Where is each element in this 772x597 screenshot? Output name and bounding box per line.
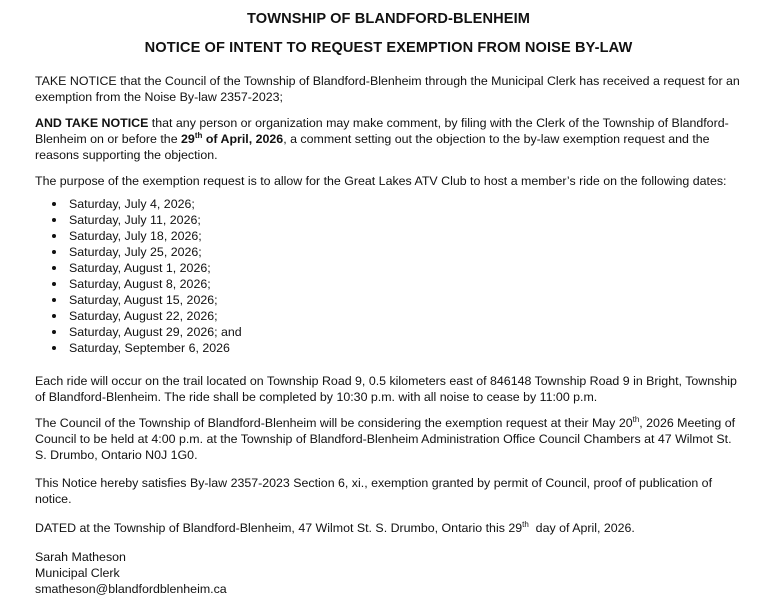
deadline-day: 29 (181, 132, 195, 146)
bullet-icon (52, 346, 56, 350)
signature-block (35, 549, 742, 597)
purpose-paragraph: The purpose of the exemption request is to allow for the Great Lakes ATV Club to host a member’s ride on the following dates: (35, 174, 727, 188)
ride-date-text: Saturday, August 1, 2026; (69, 261, 211, 275)
ride-date-item (35, 260, 742, 276)
clerk-email[interactable]: smatheson@blandfordblenheim.ca (35, 582, 227, 596)
ride-date-text: Saturday, August 29, 2026; and (69, 325, 242, 339)
ride-location-paragraph: Each ride will occur on the trail located on Township Road 9, 0.5 kilometers east of 846148 Township Road 9 in Bright, Township of Blandford-Blenheim. The ride shall be completed by 10:30 p.m. with all noise to cease by 11:00 p.m. (35, 374, 737, 404)
bylaw-satisfaction-paragraph: This Notice hereby satisfies By-law 2357-2023 Section 6, xi., exemption granted by permit of Council, proof of publication of notice. (35, 476, 713, 506)
bullet-icon (52, 266, 56, 270)
ride-date-item (35, 212, 742, 228)
bullet-icon (52, 314, 56, 318)
ride-date-text: Saturday, July 18, 2026; (69, 229, 202, 243)
notice-subtitle: NOTICE OF INTENT TO REQUEST EXEMPTION FROM NOISE BY-LAW (144, 40, 633, 56)
ride-date-text: Saturday, July 4, 2026; (69, 197, 195, 211)
council-text-2: , 2026 Meeting of Council to be held at 4:00 p.m. at the Township of Blandford-Blenheim Administration Office Council Chambers at 47 Wilmot St. S. Drumbo, Ontario N0J 1G0. (35, 416, 736, 462)
clerk-title: Municipal Clerk (35, 566, 120, 580)
ride-date-text: Saturday, September 6, 2026 (69, 341, 230, 355)
dated-text-2: day of April, 2026. (528, 521, 635, 535)
comment-paragraph (35, 115, 742, 163)
dated-day-suffix: th (522, 520, 529, 529)
council-meeting-paragraph (35, 415, 742, 463)
take-notice-paragraph: TAKE NOTICE that the Council of the Township of Blandford-Blenheim through the Municipal Clerk has received a request for an exemption from the Noise By-law 2357-2023; (35, 74, 740, 104)
bullet-icon (52, 218, 56, 222)
ride-date-text: Saturday, July 25, 2026; (69, 245, 202, 259)
meeting-day-suffix: th (632, 415, 640, 424)
clerk-name: Sarah Matheson (35, 550, 126, 564)
ride-date-item (35, 228, 742, 244)
comment-deadline (181, 132, 283, 146)
ride-date-item (35, 292, 742, 308)
bullet-icon (52, 202, 56, 206)
page-title: TOWNSHIP OF BLANDFORD-BLENHEIM (247, 11, 530, 27)
ride-date-item (35, 308, 742, 324)
dated-text-1: DATED at the Township of Blandford-Blenheim, 47 Wilmot St. S. Drumbo, Ontario this 29 (35, 521, 523, 535)
bullet-icon (52, 282, 56, 286)
ride-date-item (35, 244, 742, 260)
ride-date-item (35, 324, 742, 340)
bullet-icon (52, 298, 56, 302)
deadline-month-year: of April, 2026 (202, 132, 284, 146)
ride-date-item (35, 196, 742, 212)
ride-dates-list (35, 196, 742, 356)
bullet-icon (52, 330, 56, 334)
deadline-day-suffix: th (194, 131, 203, 140)
ride-date-text: Saturday, July 11, 2026; (69, 213, 201, 227)
dated-paragraph (35, 520, 742, 536)
ride-date-item (35, 276, 742, 292)
bullet-icon (52, 250, 56, 254)
bullet-icon (52, 234, 56, 238)
ride-date-text: Saturday, August 15, 2026; (69, 293, 218, 307)
comment-text-2: , a comment setting out the objection to the by-law exemption request and the reasons supporting the objection. (35, 132, 710, 162)
ride-date-item (35, 340, 742, 356)
ride-date-text: Saturday, August 22, 2026; (69, 309, 218, 323)
comment-text-1: that any person or organization may make comment, by filing with the Clerk of the Township of Blandford-Blenheim on or before the (35, 116, 729, 146)
and-take-notice-lead: AND TAKE NOTICE (35, 116, 149, 130)
council-text-1: The Council of the Township of Blandford-Blenheim will be considering the exemption request at their May 20 (35, 416, 633, 430)
ride-date-text: Saturday, August 8, 2026; (69, 277, 211, 291)
